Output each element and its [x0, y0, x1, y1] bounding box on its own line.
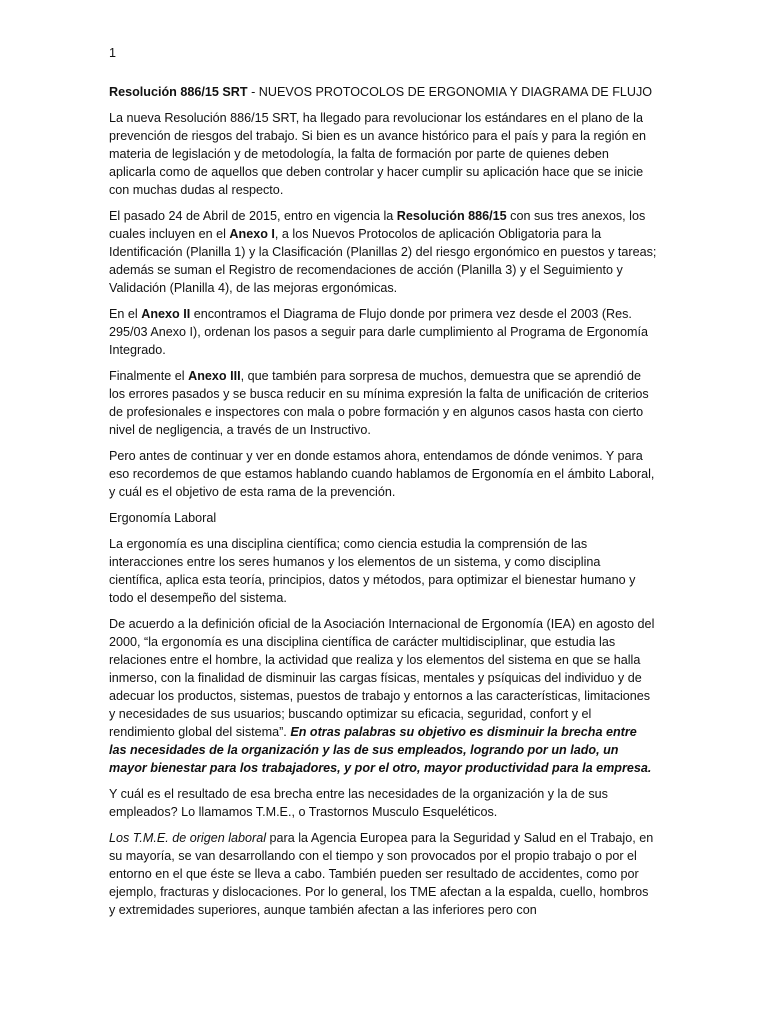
text-span: , que también para sorpresa de muchos, demuestra que se aprendió de los errores pasados y se busca reducir en su mínima expresión la falta de unificación de criterios de profesionales e inspectores con mala o pobre formación y en algunos casos hasta con cierto nivel de negligencia, a través de un Instructivo.	[109, 369, 649, 437]
text-span: encontramos el Diagrama de Flujo donde por primera vez desde el 2003 (Res. 295/03 Anexo I), ordenan los pasos a seguir para darle cumplimiento al Programa de Ergonomía Integrado.	[109, 307, 649, 357]
text-span: En el	[109, 307, 142, 321]
page-number: 1	[109, 46, 117, 60]
paragraph-tme	[109, 829, 657, 919]
paragraph-contexto: Pero antes de continuar y ver en donde estamos ahora, entendamos de dónde venimos. Y para eso recordemos de que estamos hablando cuando hablamos de Ergonomía en el ámbito Laboral, y cuál es el objetivo de esta rama de la prevención.	[109, 449, 655, 499]
paragraph-anexo-iii	[109, 367, 657, 439]
bold-span: Anexo III	[188, 369, 241, 383]
italic-span: Los T.M.E. de origen laboral	[109, 831, 267, 845]
bold-italic-span: En otras palabras su objetivo es disminuir la brecha entre las necesidades de la organización y las de sus empleados, logrando por un lado, un mayor bienestar para los trabajadores, y por el otro, mayor productividad para la empresa.	[109, 725, 652, 775]
text-span: , a los Nuevos Protocolos de aplicación Obligatoria para la Identificación (Planilla 1) y la Clasificación (Planillas 2) del riesgo ergonómico en puestos y tareas; además se suman el Registro de recomendaciones de acción (Planilla 3) y el Seguimiento y Validación (Planilla 4), de las mejoras ergonómicas.	[109, 227, 657, 295]
text-span: El pasado 24 de Abril de 2015, entro en vigencia la	[109, 209, 397, 223]
text-span: Finalmente el	[109, 369, 189, 383]
title-bold: Resolución 886/15 SRT	[109, 85, 248, 99]
text-span: para la Agencia Europea para la Seguridad y Salud en el Trabajo, en su mayoría, se van desarrollando con el tiempo y son provocados por el propio trabajo o por el entorno en el que éste se lleva a cabo. También pueden ser resultado de accidentes, como por ejemplo, fracturas y dislocaciones. Por lo general, los TME afectan a la espalda, cuello, hombros y extremidades superiores, aunque también afectan a las inferiores pero con	[109, 831, 654, 917]
paragraph-iea	[109, 615, 657, 777]
document-page	[109, 44, 657, 927]
paragraph-definicion: La ergonomía es una disciplina científica; como ciencia estudia la comprensión de las interacciones entre los seres humanos y los elementos de un sistema, y como disciplina científica, aplica esta teoría, principios, datos y métodos, para optimizar el bienestar humano y todo el desempeño del sistema.	[109, 537, 636, 605]
paragraph-anexo-ii	[109, 305, 657, 359]
paragraph-intro: La nueva Resolución 886/15 SRT, ha llegado para revolucionar los estándares en el plano de la prevención de riesgos del trabajo. Si bien es un avance histórico para el país y para la región en materia de legislación y de metodología, la falta de formación por parte de quienes deben aplicarla como de aquellos que deben controlar y hacer cumplir su aplicación hace que se inicie con muchas dudas al respecto.	[109, 111, 646, 197]
paragraph-brecha: Y cuál es el resultado de esa brecha entre las necesidades de la organización y la de sus empleados? Lo llamamos T.M.E., o Trastornos Musculo Esqueléticos.	[109, 787, 608, 819]
paragraph-resolucion	[109, 207, 657, 297]
document-title	[109, 83, 657, 101]
bold-span: Anexo I	[229, 227, 275, 241]
bold-span: Anexo II	[141, 307, 191, 321]
title-rest: - NUEVOS PROTOCOLOS DE ERGONOMIA Y DIAGRAMA DE FLUJO	[247, 85, 653, 99]
text-span: De acuerdo a la definición oficial de la Asociación Internacional de Ergonomía (IEA) en agosto del 2000, “la ergonomía es una disciplina científica de carácter multidisciplinar, que estudia las relaciones entre el hombre, la actividad que realiza y los elementos del sistema en que se halla inmerso, con la finalidad de disminuir las cargas físicas, mentales y psíquicas del individuo y de adecuar los productos, sistemas, puestos de trabajo y entornos a las características, limitaciones y necesidades de sus usuarios; buscando optimizar su eficacia, seguridad, confort y el rendimiento global del sistema”.	[109, 617, 655, 739]
bold-span: Resolución 886/15	[396, 209, 507, 223]
section-heading-ergonomia: Ergonomía Laboral	[109, 511, 217, 525]
text-span: con sus tres anexos, los cuales incluyen en el	[109, 209, 646, 241]
